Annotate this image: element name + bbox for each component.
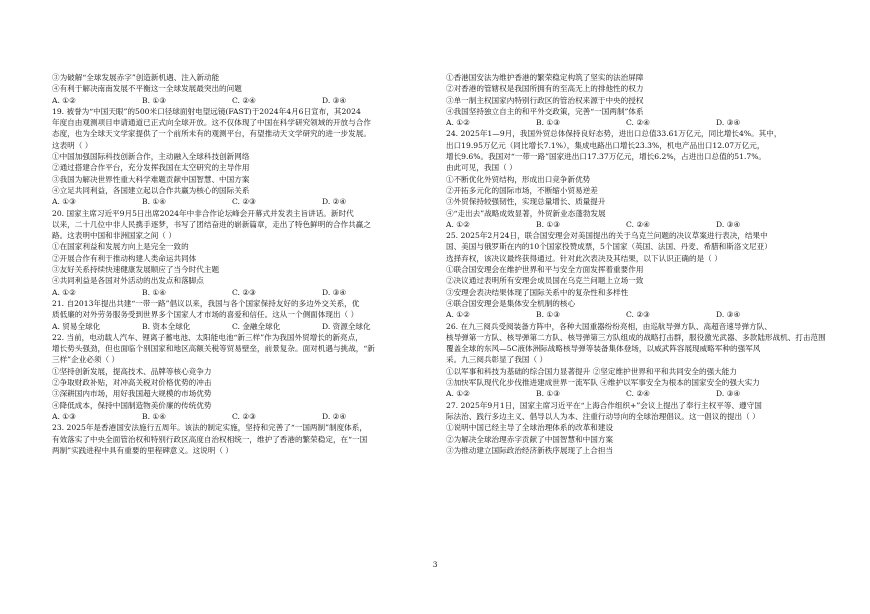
answer-options <box>52 411 444 422</box>
answer-option: A. ①② <box>446 219 470 229</box>
text-line: ②通过搭建合作平台，充分发挥我国在太空研究的主导作用 <box>52 163 250 173</box>
answer-option: B. ①③ <box>536 389 561 399</box>
answer-option: A. ①③ <box>52 411 76 421</box>
text-line: ①中国加强国际科技创新合作，主动融入全球科技创新网络 <box>52 152 250 162</box>
text-line: ③我国为解决世界性重大科学难题贡献中国智慧、中国方案 <box>52 174 250 184</box>
answer-options <box>52 287 444 298</box>
text-line: ①坚持创新发展，提高技术、品牌等核心竞争力 <box>52 366 212 376</box>
answer-option: C. ②③ <box>626 310 650 320</box>
text-line: ④联合国安理会是集体安全机制的核心 <box>446 298 576 308</box>
answer-option: C. ②④ <box>626 389 650 399</box>
text-line: ③外贸保持较强韧性，实现总量增长、质量提升 <box>446 197 606 207</box>
text-line: 采。九三阅兵彰显了我国（ ） <box>446 355 548 365</box>
answer-option: B. ①③ <box>536 118 561 128</box>
answer-options <box>52 95 444 106</box>
text-line: 增长势头强劲，但也面临个别国家和地区高额关税等贸易壁垒，前景复杂。面对机遇与挑战，“新 <box>52 344 375 354</box>
text-line: 覆盖全球的东风—5C液体洲际战略核导弹等装备集体登场，以威武阵容展现威略军种的强军风 <box>446 344 761 354</box>
text-line: ②开拓多元化的国际市场，不断缩小贸易逆差 <box>446 185 598 195</box>
text-line: ②对香港的管辖权是我国所拥有的至高无上的排他性的权力 <box>446 84 644 94</box>
answer-option: C. ②③ <box>232 287 256 297</box>
text-line: 27. 2025年9月1日，国家主席习近平在“上海合作组织+”会议上提出了奉行主权平等、遵守国 <box>446 400 762 410</box>
text-line: 21. 自2013年提出共建“一带一路”倡议以来，我国与各个国家保持友好的多边外交关系，优 <box>52 298 360 308</box>
answer-option: B. ①③ <box>142 95 167 105</box>
text-line: 有效落实了中央全面管治权和特别行政区高度自治权相统一，维护了香港的繁荣稳定，在“一国 <box>52 434 368 444</box>
text-line: ④降低成本，保持中国制造物美价廉的传统优势 <box>52 400 212 410</box>
text-line: 核导弹第一方队、核导弹第二方队、核导弹第三方队组成的战略打击群，服役激光武器、多款陆形战机、打击范围 <box>446 332 826 342</box>
text-line: 以来，二十几位中非人民携手逐梦，书写了团结奋进的崭新篇章，走出了特色鲜明的合作共赢之 <box>52 219 371 229</box>
text-line: ④立足共同利益，各国建立起以合作共赢为核心的国际关系 <box>52 185 250 195</box>
text-line: ①说明中国已经主导了全球治理体系的改革和建设 <box>446 423 614 433</box>
text-line: ③友好关系持续快速健康发展顺应了当今时代主题 <box>52 265 220 275</box>
answer-options <box>52 196 444 207</box>
answer-options <box>446 117 838 128</box>
answer-option: D. ②④ <box>322 197 347 207</box>
answer-option: C. ②③ <box>232 197 256 207</box>
answer-option: A. ①③ <box>52 197 76 207</box>
answer-option: D. ③④ <box>716 310 741 320</box>
text-line: 际法治、践行多边主义、倡导以人为本、注重行动导向的全球治理倡议。这一倡议的提出（ ） <box>446 411 760 421</box>
answer-option: C. ②③ <box>232 411 256 421</box>
answer-option: D. ③④ <box>322 95 347 105</box>
answer-options <box>52 321 444 332</box>
text-line: 由此可见，我国（ ） <box>446 163 517 173</box>
answer-option: B. ①④ <box>142 411 167 421</box>
text-line: ④我国坚持独立自主的和平外交政策，完善“一国两制”体系 <box>446 106 644 116</box>
answer-option: A. 贸易全球化 <box>52 321 101 331</box>
text-line: 19. 被誉为“中国天眼”的500米口径球面射电望远镜(FAST)于2024年4月6日宣布，其2024 <box>52 106 361 116</box>
text-line: ①以军事和科技为基础的综合国力显著提升 ②坚定维护世界和平和共同安全的强大能力 <box>446 366 737 376</box>
answer-option: D. ③④ <box>716 389 741 399</box>
text-line: 20. 国家主席习近平9月5日出席2024年中非合作论坛峰会开幕式并发表主旨讲话。新时代 <box>52 208 354 218</box>
text-line: ①香港国安法为维护香港的繁荣稳定构筑了坚实的法治屏障 <box>446 73 644 82</box>
text-line: ④共同利益是各国对外活动的出发点和落脚点 <box>52 276 204 286</box>
text-line: 22. 当前，电动载人汽车、锂离子蓄电池、太阳能电池“新三样”作为我国外贸增长的新亮点， <box>52 332 363 342</box>
left-column <box>52 72 444 456</box>
answer-option: C. ②④ <box>626 118 650 128</box>
answer-option: A. ①② <box>52 287 76 297</box>
text-line: ③单一制主权国家内特别行政区的管治权来源于中央的授权 <box>446 95 644 105</box>
answer-option: A. ①② <box>446 118 470 128</box>
text-line: ③为破解“全球发展赤字”创造新机遇、注入新动能 <box>52 73 220 82</box>
answer-option: C. ②④ <box>626 219 650 229</box>
answer-option: D. 资源全球化 <box>322 321 371 331</box>
text-line: ③为推动建立国际政治经济新秩序展现了上合担当 <box>446 445 614 455</box>
text-line: 24. 2025年1—9月，我国外贸总体保持良好态势，进出口总值33.61万亿元，同比增长4%。其中， <box>446 129 782 139</box>
answer-options <box>446 388 838 399</box>
answer-option: D. ②④ <box>322 411 347 421</box>
answer-option: B. ①③ <box>536 219 561 229</box>
text-line: 三样”企业必须（ ） <box>52 355 120 365</box>
answer-option: C. ②④ <box>232 95 256 105</box>
text-line: 年度自由观测项目申请通道已正式向全球开放。这不仅体现了中国在科学研究领域的开放与合作 <box>52 118 371 128</box>
text-line: 增长9.6%。我国对“一带一路”国家进出口17.37万亿元，增长6.2%，占进出口总值的51.7%。 <box>446 152 767 162</box>
text-line: ②决议通过表明所有安理会成员国在乌克兰问题上立场一致 <box>446 276 644 286</box>
text-line: ④有利于解决南南发展不平衡这一全球发展最突出的问题 <box>52 84 242 94</box>
text-line: 出口19.95万亿元（同比增长7.1%），集成电路出口增长23.3%，机电产品出口12.07万亿元， <box>446 140 765 150</box>
text-line: ②为解决全球治理赤字贡献了中国智慧和中国方案 <box>446 434 614 444</box>
answer-options <box>446 219 838 230</box>
text-line: ②争取财政补贴，对冲高关税对价格优势的冲击 <box>52 378 212 388</box>
right-column <box>446 72 838 456</box>
text-line: 这表明（ ） <box>52 140 93 150</box>
text-line: 25. 2025年2月24日，联合国安理会对美国提出的关于乌克兰问题的决议草案进行表决，结果中 <box>446 231 768 241</box>
text-line: 态度，也为全球天文学家提供了一个前所未有的观测平台，有望推动天文学研究的进一步发展。 <box>52 129 371 139</box>
answer-option: D. ③④ <box>322 287 347 297</box>
text-line: ②开展合作有利于推动构建人类命运共同体 <box>52 253 197 263</box>
text-line: ③深耕国内市场，用好我国超大规模的市场优势 <box>52 389 212 399</box>
text-line: 两制”实践进程中具有重要的里程碑意义。这说明（ ） <box>52 445 233 455</box>
text-line: ④“走出去”战略成效显著，外贸新业态蓬勃发展 <box>446 208 606 218</box>
text-line: 选择弃权，该决议最终获得通过。针对此次表决及其结果，以下认识正确的是（ ） <box>446 253 722 263</box>
answer-option: B. ①③ <box>536 310 561 320</box>
answer-option: B. 资本全球化 <box>142 321 191 331</box>
answer-option: A. ①② <box>446 310 470 320</box>
text-line: ③加快军队现代化步伐推进建成世界一流军队 ④维护以军事安全为根本的国家安全的强大实力 <box>446 378 760 388</box>
text-line: ①不断优化外贸结构，形成出口竞争新优势 <box>446 174 591 184</box>
answer-option: A. ①② <box>446 389 470 399</box>
answer-option: B. ①④ <box>142 197 167 207</box>
text-line: 路。这表明中国和非洲国家之间（ ） <box>52 231 176 241</box>
page-number: 3 <box>432 560 438 569</box>
answer-option: C. 金融全球化 <box>232 321 281 331</box>
text-line: 质低廉的对外劳务服务受到世界多个国家人才市场的喜爱和信任。这从一个侧面体现出（ ） <box>52 310 359 320</box>
text-line: ③安理会表决结果体现了国际关系中的复杂性和多样性 <box>446 287 629 297</box>
answer-option: A. ①② <box>52 95 76 105</box>
text-line: ①联合国安理会在维护世界和平与安全方面发挥着重要作用 <box>446 265 644 275</box>
text-line: 23. 2025年是香港国安法施行五周年。该法的制定实施，坚持和完善了“一国两制”制度体系， <box>52 423 367 433</box>
answer-option: D. ③④ <box>716 118 741 128</box>
text-line: ①在国家利益和发展方向上是完全一致的 <box>52 242 189 252</box>
text-line: 26. 在九三阅兵受阅装备方阵中，各种大国重器纷纷亮相，由巡航导弹方队、高超音速导弹方队、 <box>446 321 772 331</box>
answer-option: D. ③④ <box>716 219 741 229</box>
text-line: 国、美国与俄罗斯在内的10个国家投赞成票，5个国家（英国、法国、丹麦、希腊和斯洛文尼亚） <box>446 242 772 252</box>
answer-option: B. ①④ <box>142 287 167 297</box>
answer-options <box>446 309 838 320</box>
